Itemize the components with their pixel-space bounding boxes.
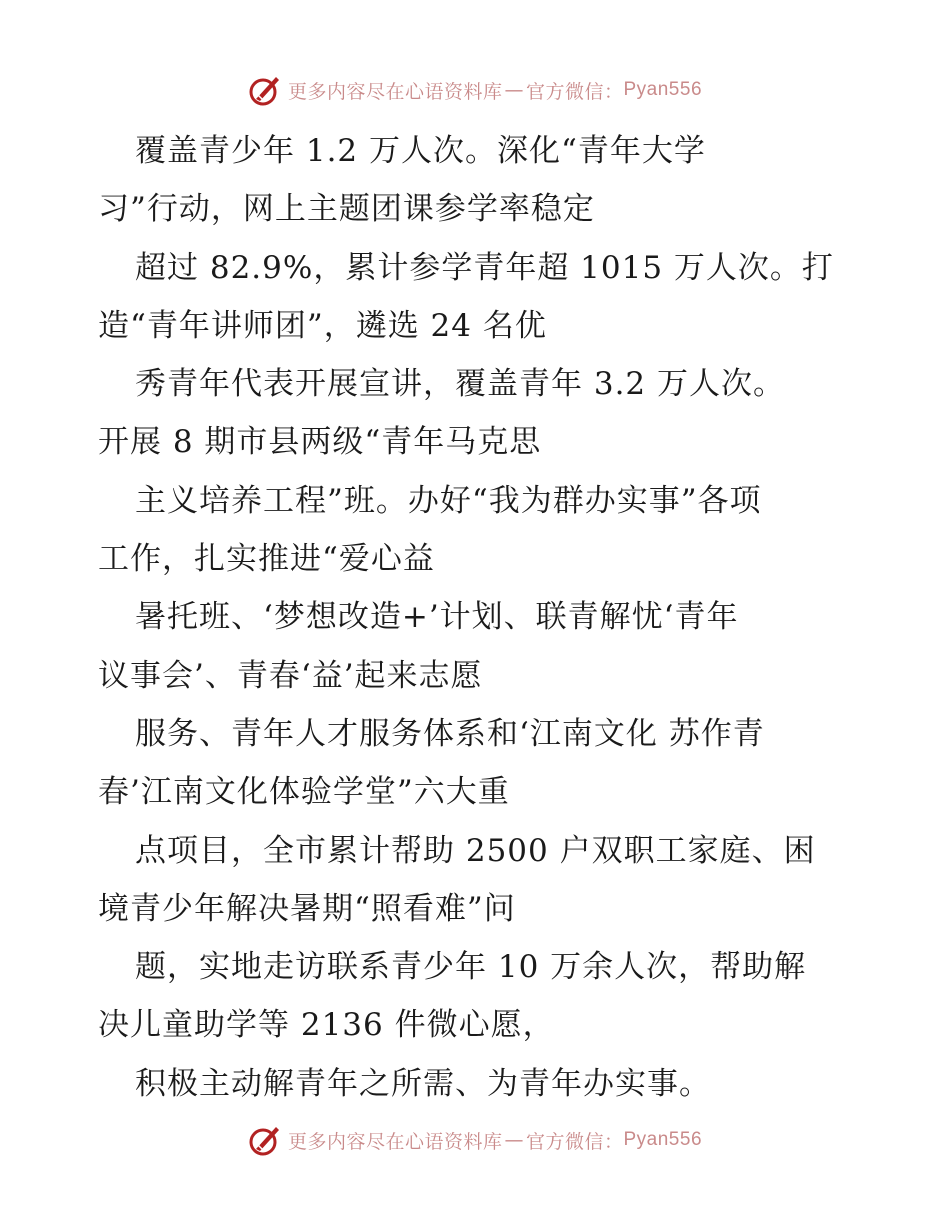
- text-line: 秀青年代表开展宣讲，覆盖青年 3.2 万人次。: [135, 366, 786, 403]
- watermark-text: 更多内容尽在心语资料库: [287, 80, 503, 103]
- quill-logo-icon: [248, 1123, 282, 1157]
- text-line: 覆盖青少年 1.2 万人次。深化“青年大学: [135, 133, 706, 169]
- text-line: 境青少年解决暑期“照看难”问: [98, 890, 516, 927]
- watermark-wechat-label: 官方微信：: [525, 1130, 624, 1153]
- text-line: 服务、青年人才服务体系和‘江南文化 苏作青: [135, 715, 765, 752]
- text-line: 造“青年讲师团”，遴选 24 名优: [98, 307, 547, 344]
- text-line: 主义培养工程”班。办好“我为群办实事”各项: [135, 482, 762, 519]
- text-line: 议事会’、青春‘益’起来志愿: [98, 657, 483, 694]
- header-watermark: [0, 70, 950, 110]
- quill-logo-icon: [248, 73, 282, 107]
- text-line: 积极主动解青年之所需、为青年办实事。: [135, 1065, 711, 1102]
- watermark-wechat-id: Pyan556: [623, 79, 703, 100]
- text-line: 点项目，全市累计帮助 2500 户双职工家庭、困: [135, 832, 816, 869]
- document-body: [0, 122, 950, 1113]
- footer-watermark: [0, 1120, 950, 1160]
- watermark-text: 更多内容尽在心语资料库: [287, 1130, 503, 1153]
- text-line: 决儿童助学等 2136 件微心愿，: [98, 1007, 555, 1044]
- text-line: 题，实地走访联系青少年 10 万余人次，帮助解: [135, 949, 807, 986]
- watermark-separator: —: [504, 79, 524, 101]
- text-line: 春’江南文化体验学堂”六大重: [98, 774, 510, 811]
- text-line: 超过 82.9%，累计参学青年超 1015 万人次。打: [135, 249, 834, 286]
- text-line: 开展 8 期市县两级“青年马克思: [98, 424, 542, 461]
- text-line: 工作，扎实推进“爱心益: [98, 541, 435, 578]
- watermark-wechat-label: 官方微信：: [525, 80, 624, 103]
- watermark-wechat-id: Pyan556: [623, 1129, 703, 1150]
- text-line: 习”行动，网上主题团课参学率稳定: [98, 191, 595, 228]
- text-line: 暑托班、‘梦想改造+’计划、联青解忧‘青年: [135, 599, 739, 636]
- watermark-separator: —: [504, 1129, 524, 1151]
